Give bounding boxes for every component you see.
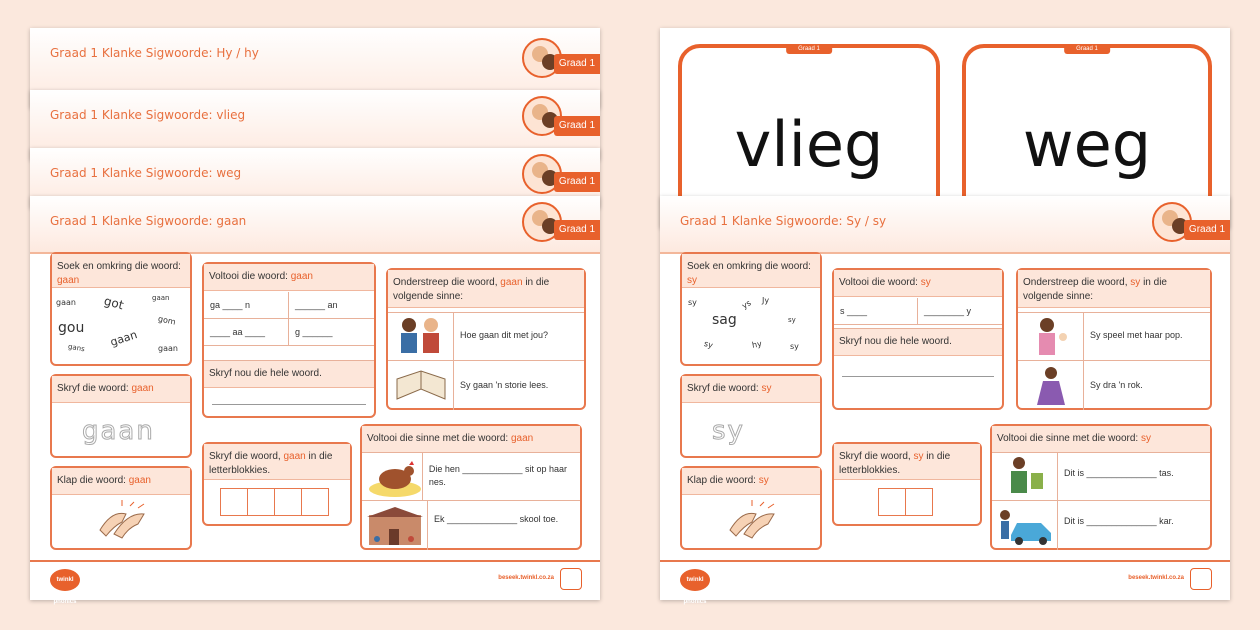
clap-word-box — [50, 466, 192, 550]
kids-picture — [388, 313, 454, 360]
word: sy — [790, 342, 799, 351]
grade-badge: Graad 1 — [1184, 220, 1230, 240]
worksheet-gaan — [30, 196, 600, 605]
trace-word: gaan — [82, 416, 155, 446]
answer-line — [842, 376, 994, 377]
girl-in-dress-picture — [1018, 361, 1084, 410]
box-heading: in die volgende sinne: — [1023, 277, 1167, 302]
word: hy — [751, 339, 763, 350]
sheet-title: Graad 1 Klanke Sigwoorde: Hy / hy — [50, 46, 259, 60]
footer — [30, 560, 600, 605]
word: sy — [702, 339, 714, 350]
word: gans — [67, 342, 86, 354]
letter-boxes — [878, 488, 932, 521]
box-heading: Voltooi die sinne met die woord: — [367, 433, 509, 444]
sentence: Sy gaan 'n storie lees. — [460, 380, 549, 390]
quality-seal-icon — [560, 568, 582, 590]
clap-hands-icon — [92, 500, 152, 540]
target-word: sy — [913, 451, 924, 462]
box-heading: Skryf die woord: — [687, 383, 759, 394]
word-gap-cell: ________ y — [918, 298, 1002, 325]
card-tag: Graad 1 — [1064, 44, 1110, 54]
write-whole-word-label: Skryf nou die hele woord. — [204, 360, 374, 388]
clap-hands-icon — [722, 500, 782, 540]
box-heading: Skryf die woord, — [839, 451, 911, 462]
word-gap-cell: ______ an — [289, 292, 374, 319]
target-word: sy — [920, 277, 931, 288]
complete-sentences-box — [360, 424, 582, 550]
target-word: sy — [1140, 433, 1151, 444]
grade-badge: Graad 1 — [554, 220, 600, 240]
footer — [660, 560, 1230, 605]
box-heading: Klap die woord: — [57, 475, 126, 486]
box-heading: Voltooi die sinne met die woord: — [997, 433, 1139, 444]
target-word: sy — [761, 383, 772, 394]
word: gaan — [152, 294, 170, 302]
box-heading: Voltooi die woord: — [839, 277, 918, 288]
word: sy — [688, 298, 697, 307]
grade-badge: Graad 1 — [554, 116, 600, 136]
sentence: Dit is ______________ tas. — [1064, 468, 1174, 478]
card-tag: Graad 1 — [786, 44, 832, 54]
box-heading: in die volgende sinne: — [393, 277, 550, 302]
search-word-box — [50, 252, 192, 366]
sentence: Sy dra 'n rok. — [1090, 380, 1143, 390]
sheet-title: Graad 1 Klanke Sigwoorde: weg — [50, 166, 242, 180]
target-word: gaan — [283, 451, 306, 462]
twinkl-phonics-logo: twinkl phonics — [50, 569, 80, 591]
word: gaan — [158, 344, 178, 353]
word: sag — [712, 312, 737, 328]
word: Jy — [762, 296, 770, 305]
sentence: Die hen ____________ sit op haar nes. — [428, 464, 567, 487]
sheet-title: Graad 1 Klanke Sigwoorde: Sy / sy — [680, 214, 887, 228]
target-word: gaan — [500, 277, 523, 288]
word: gaan — [56, 298, 76, 307]
complete-sentences-box — [990, 424, 1212, 550]
underline-box — [386, 268, 586, 410]
box-heading: Klap die woord: — [687, 475, 756, 486]
target-word: gaan — [290, 271, 313, 282]
sheet-title: Graad 1 Klanke Sigwoorde: vlieg — [50, 108, 246, 122]
target-word: gaan — [57, 275, 80, 286]
box-heading: Voltooi die woord: — [209, 271, 288, 282]
target-word: sy — [687, 275, 697, 286]
word: got — [102, 293, 126, 313]
letter-boxes-box — [202, 442, 352, 526]
word: ys — [740, 298, 753, 311]
twinkl-phonics-logo: twinkl phonics — [680, 569, 710, 591]
complete-word-box — [832, 268, 1004, 410]
word: sy — [788, 316, 796, 324]
box-heading: Skryf die woord, — [209, 451, 281, 462]
quality-seal-icon — [1190, 568, 1212, 590]
boy-with-bag-picture — [992, 453, 1058, 500]
hen-picture — [362, 453, 423, 500]
target-word: gaan — [510, 433, 534, 444]
car-picture — [992, 501, 1058, 550]
card-word: vlieg — [734, 108, 884, 181]
target-word: gaan — [128, 475, 151, 486]
word: gou — [58, 320, 85, 336]
girl-with-doll-picture — [1018, 313, 1084, 360]
target-word: sy — [1130, 277, 1141, 288]
letter-boxes — [220, 488, 328, 521]
book-icon — [388, 361, 454, 410]
box-heading: Onderstreep die woord, — [393, 277, 498, 288]
search-word-box — [680, 252, 822, 366]
footer-url: beseek.twinkl.co.za — [1128, 575, 1184, 581]
answer-line — [212, 404, 366, 405]
word-gap-cell: g ______ — [289, 319, 374, 346]
sentence: Hoe gaan dit met jou? — [460, 330, 549, 340]
word-gap-cell: s ____ — [834, 298, 918, 325]
sentence: Sy speel met haar pop. — [1090, 330, 1183, 340]
word-gap-cell: ga ____ n — [204, 292, 289, 319]
box-heading: in die letterblokkies. — [839, 451, 951, 476]
underline-box — [1016, 268, 1212, 410]
sheet-title: Graad 1 Klanke Sigwoorde: gaan — [50, 214, 247, 228]
card-word: weg — [1022, 108, 1152, 181]
write-whole-word-label: Skryf nou die hele woord. — [834, 328, 1002, 356]
box-heading: Onderstreep die woord, — [1023, 277, 1128, 288]
worksheet-sy — [660, 196, 1230, 605]
box-heading: Skryf die woord: — [57, 383, 129, 394]
sentence: Dit is ______________ kar. — [1064, 516, 1174, 526]
grade-badge: Graad 1 — [554, 172, 600, 192]
write-word-box — [50, 374, 192, 458]
word: gom — [157, 314, 177, 327]
grade-badge: Graad 1 — [554, 54, 600, 74]
clap-word-box — [680, 466, 822, 550]
school-picture — [362, 501, 428, 550]
sentence: Ek ______________ skool toe. — [434, 514, 559, 524]
trace-word: sy — [712, 416, 745, 446]
letter-boxes-box — [832, 442, 982, 526]
box-heading: in die letterblokkies. — [209, 451, 333, 476]
complete-word-box — [202, 262, 376, 418]
word-gap-cell: ____ aa ____ — [204, 319, 289, 346]
write-word-box — [680, 374, 822, 458]
footer-url: beseek.twinkl.co.za — [498, 575, 554, 581]
box-heading: Soek en omkring die woord: — [57, 261, 181, 272]
word: gaan — [108, 328, 139, 349]
target-word: sy — [758, 475, 769, 486]
target-word: gaan — [131, 383, 154, 394]
box-heading: Soek en omkring die woord: — [687, 261, 811, 272]
